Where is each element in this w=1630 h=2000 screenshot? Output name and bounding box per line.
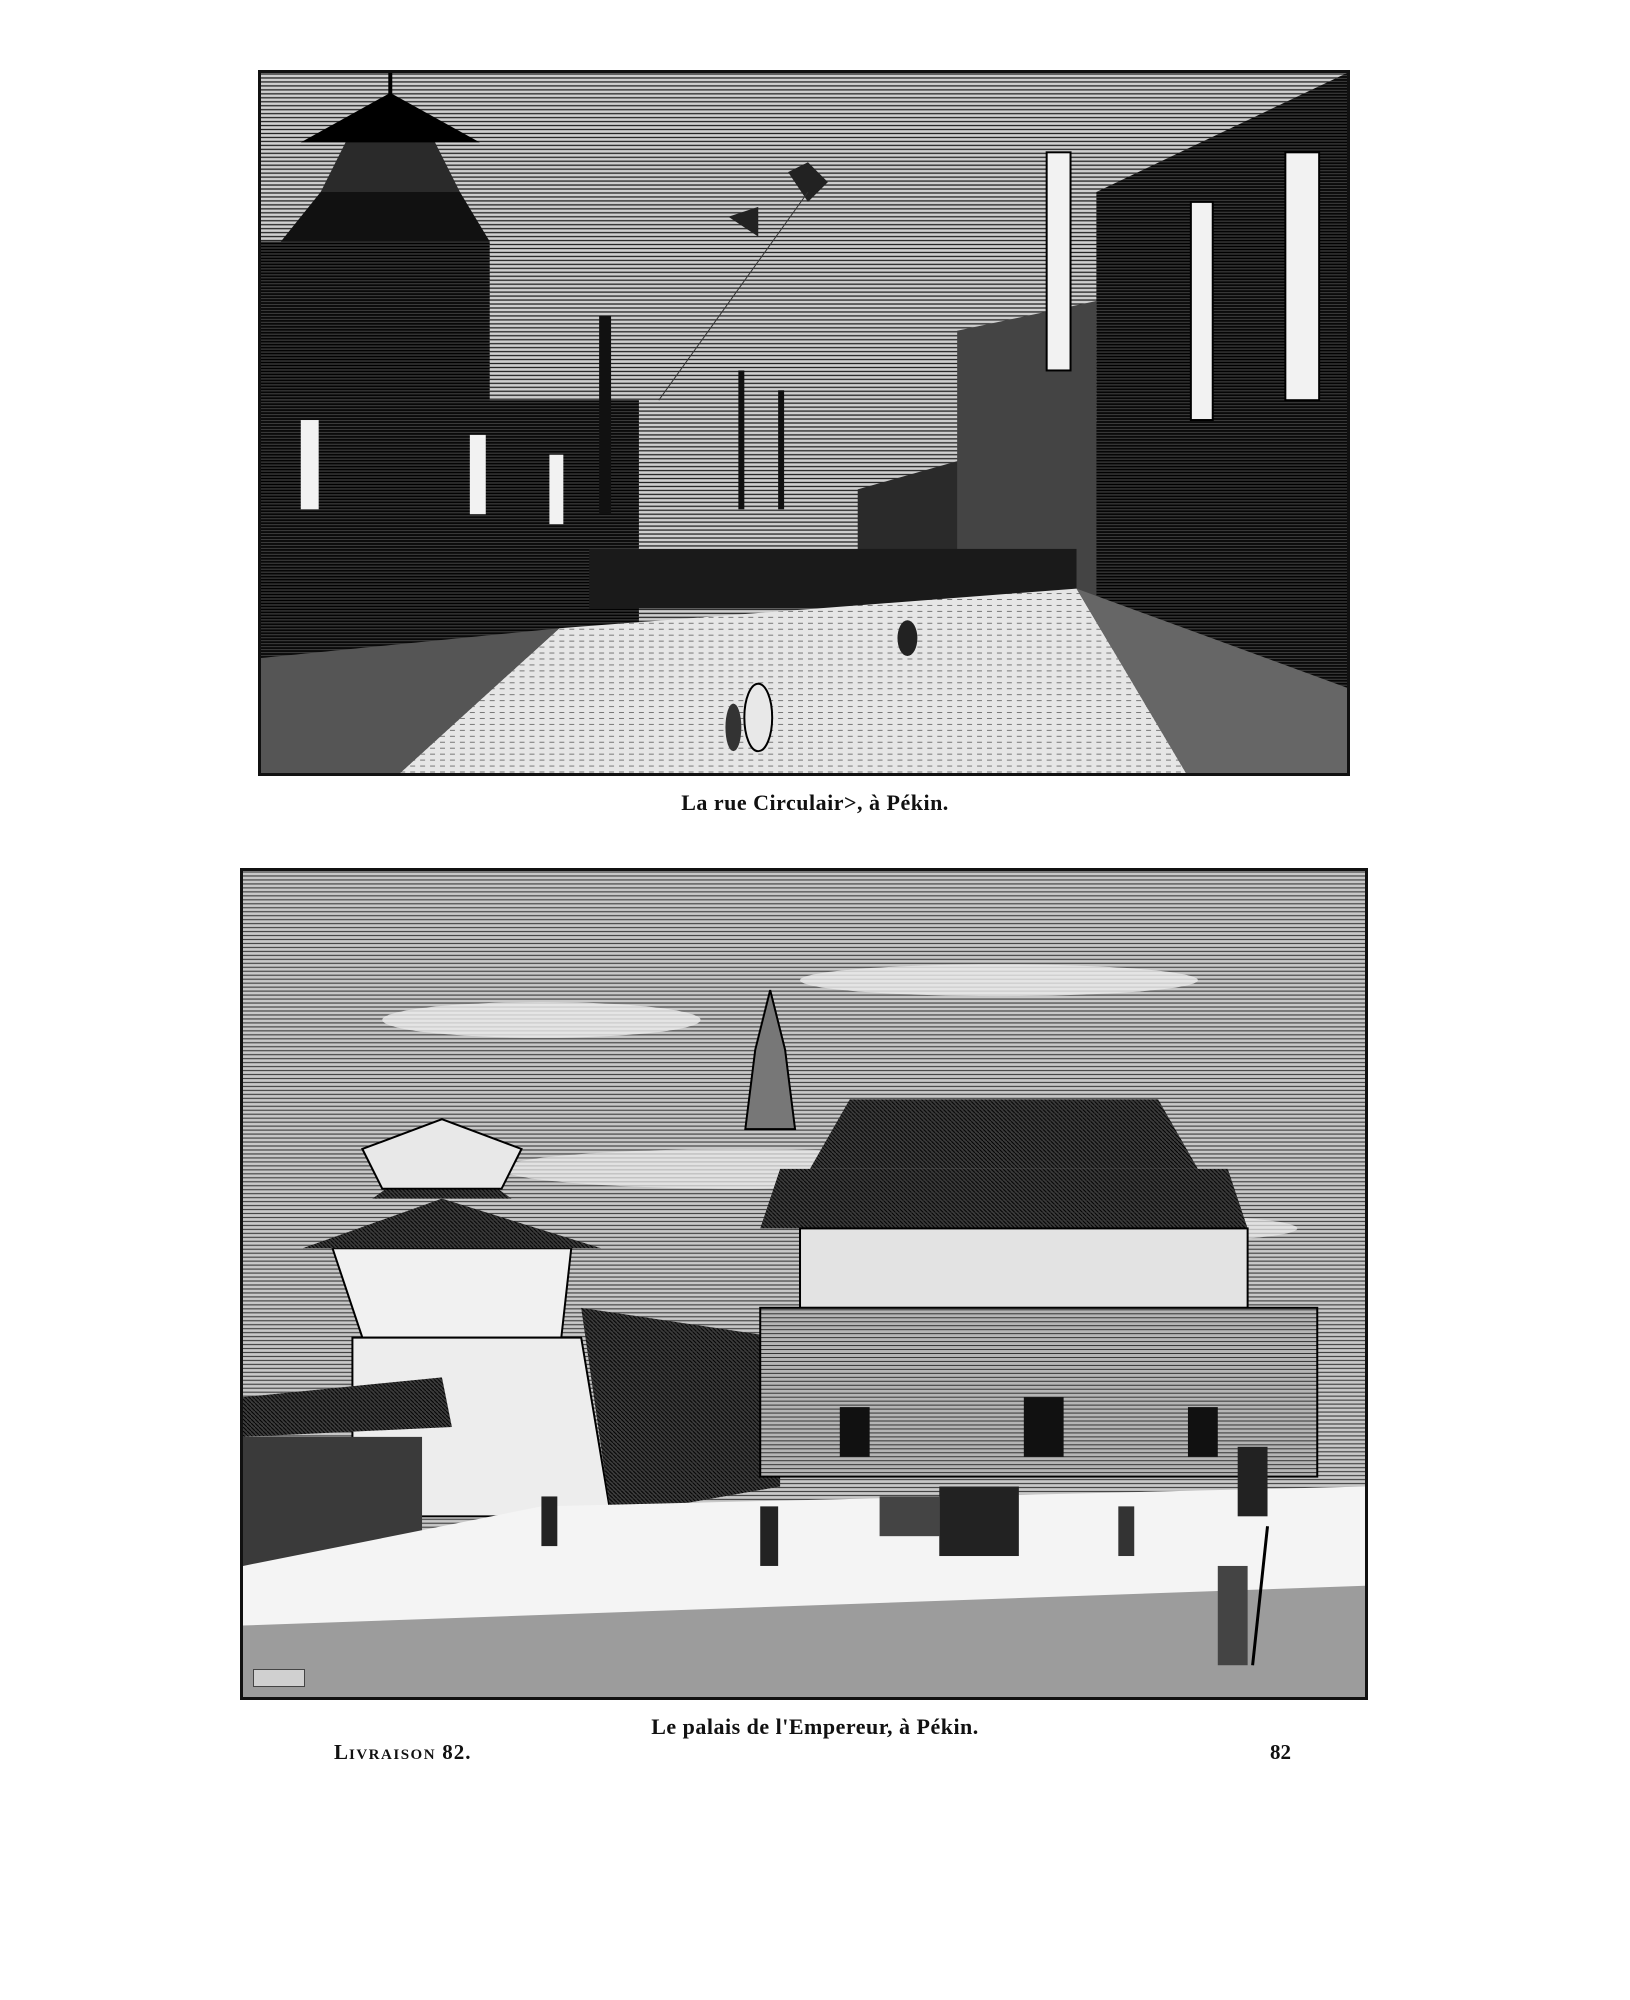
issue-label-small-caps: IVRAISON bbox=[349, 1747, 437, 1763]
figure-caption: La rue Circulair˃, à Pékin. bbox=[681, 790, 949, 815]
issue-number: 82. bbox=[436, 1740, 472, 1764]
issue-label-initial: L bbox=[334, 1740, 350, 1764]
issue-label bbox=[334, 1740, 472, 1765]
figure-caption: Le palais de l'Empereur, à Pékin. bbox=[651, 1714, 979, 1739]
engraver-signature bbox=[253, 1669, 305, 1687]
palace-scene-illustration bbox=[243, 871, 1365, 1697]
page-number: 82 bbox=[1270, 1740, 1291, 1764]
figure-street-engraving bbox=[258, 70, 1350, 776]
figure-palace-engraving bbox=[240, 868, 1368, 1700]
street-scene-illustration bbox=[261, 73, 1347, 773]
